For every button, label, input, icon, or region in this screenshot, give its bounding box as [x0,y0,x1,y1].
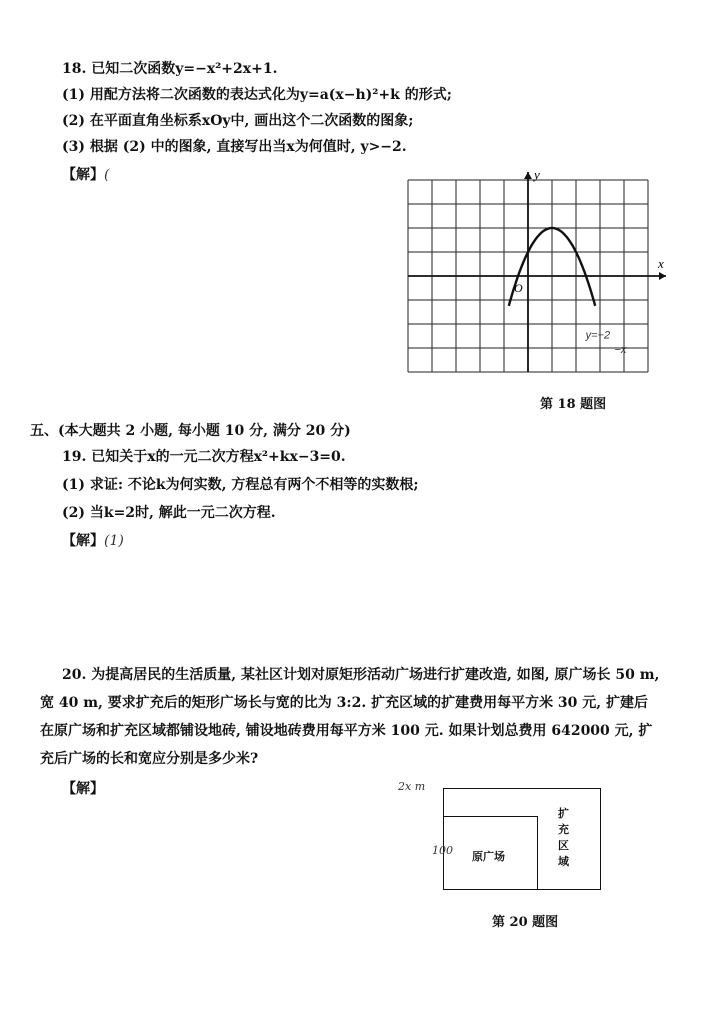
ext-char-4: 域 [558,855,569,868]
section-heading: 五、(本大题共 2 小题, 每小题 10 分, 满分 20 分) [30,423,351,439]
y-axis-label: y [534,168,540,182]
q20-line-3: 在原广场和扩充区域都铺设地砖, 铺设地砖费用每平方米 100 元. 如果计划总费用 642000 元, 扩 [40,723,653,739]
q18-part3: (3) 根据 (2) 中的图象, 直接写出当x为何值时, y>−2. [62,139,407,155]
q18-stem: 18. 已知二次函数y=−x²+2x+1. [62,61,278,77]
axes [408,172,666,372]
handwritten-label-1: y=−2 [585,329,611,342]
y-axis-arrowhead [524,172,532,179]
q18-part1: (1) 用配方法将二次函数的表达式化为y=a(x−h)²+k 的形式; [62,87,452,103]
ext-char-2: 充 [558,823,569,836]
q20-line-2: 宽 40 m, 要求扩充后的矩形广场长与宽的比为 3:2. 扩充区域的扩建费用每平方米 30 元, 扩建后 [40,695,649,711]
q19-part2: (2) 当k=2时, 解此一元二次方程. [62,505,276,521]
handwritten-label-2: −x [614,343,627,356]
hand-label-left: 100 [432,844,453,857]
answer-mark: (1) [104,533,124,549]
x-axis-arrowhead [659,272,666,280]
original-square-label: 原广场 [472,850,505,863]
answer-mark: ( [104,167,110,183]
ext-char-1: 扩 [558,807,569,820]
q20-line-1: 20. 为提高居民的生活质量, 某社区计划对原矩形活动广场进行扩建改造, 如图, 原广场长 50 m, [62,667,660,683]
q18-figure-caption: 第 18 题图 [540,397,607,412]
origin-label: O [514,281,523,295]
answer-label-text: 【解】 [62,167,104,183]
hand-label-top: 2x m [398,780,426,793]
q20-line-4: 充后广场的长和宽应分别是多少米? [40,751,259,767]
x-axis-label: x [658,256,664,271]
answer-label-text: 【解】 [62,533,104,549]
q18-figure [382,168,682,398]
q18-part2: (2) 在平面直角坐标系xOy中, 画出这个二次函数的图象; [62,113,414,129]
q20-figure-caption: 第 20 题图 [492,915,559,930]
q20-figure [380,776,620,906]
extension-area-label [558,806,572,870]
q19-stem: 19. 已知关于x的一元二次方程x²+kx−3=0. [62,449,346,465]
q20-answer-label: 【解】 [62,781,104,797]
q19-answer-label [62,530,124,550]
q19-part1: (1) 求证: 不论k为何实数, 方程总有两个不相等的实数根; [62,477,419,493]
q18-answer-label [62,164,109,184]
ext-char-3: 区 [558,839,569,852]
